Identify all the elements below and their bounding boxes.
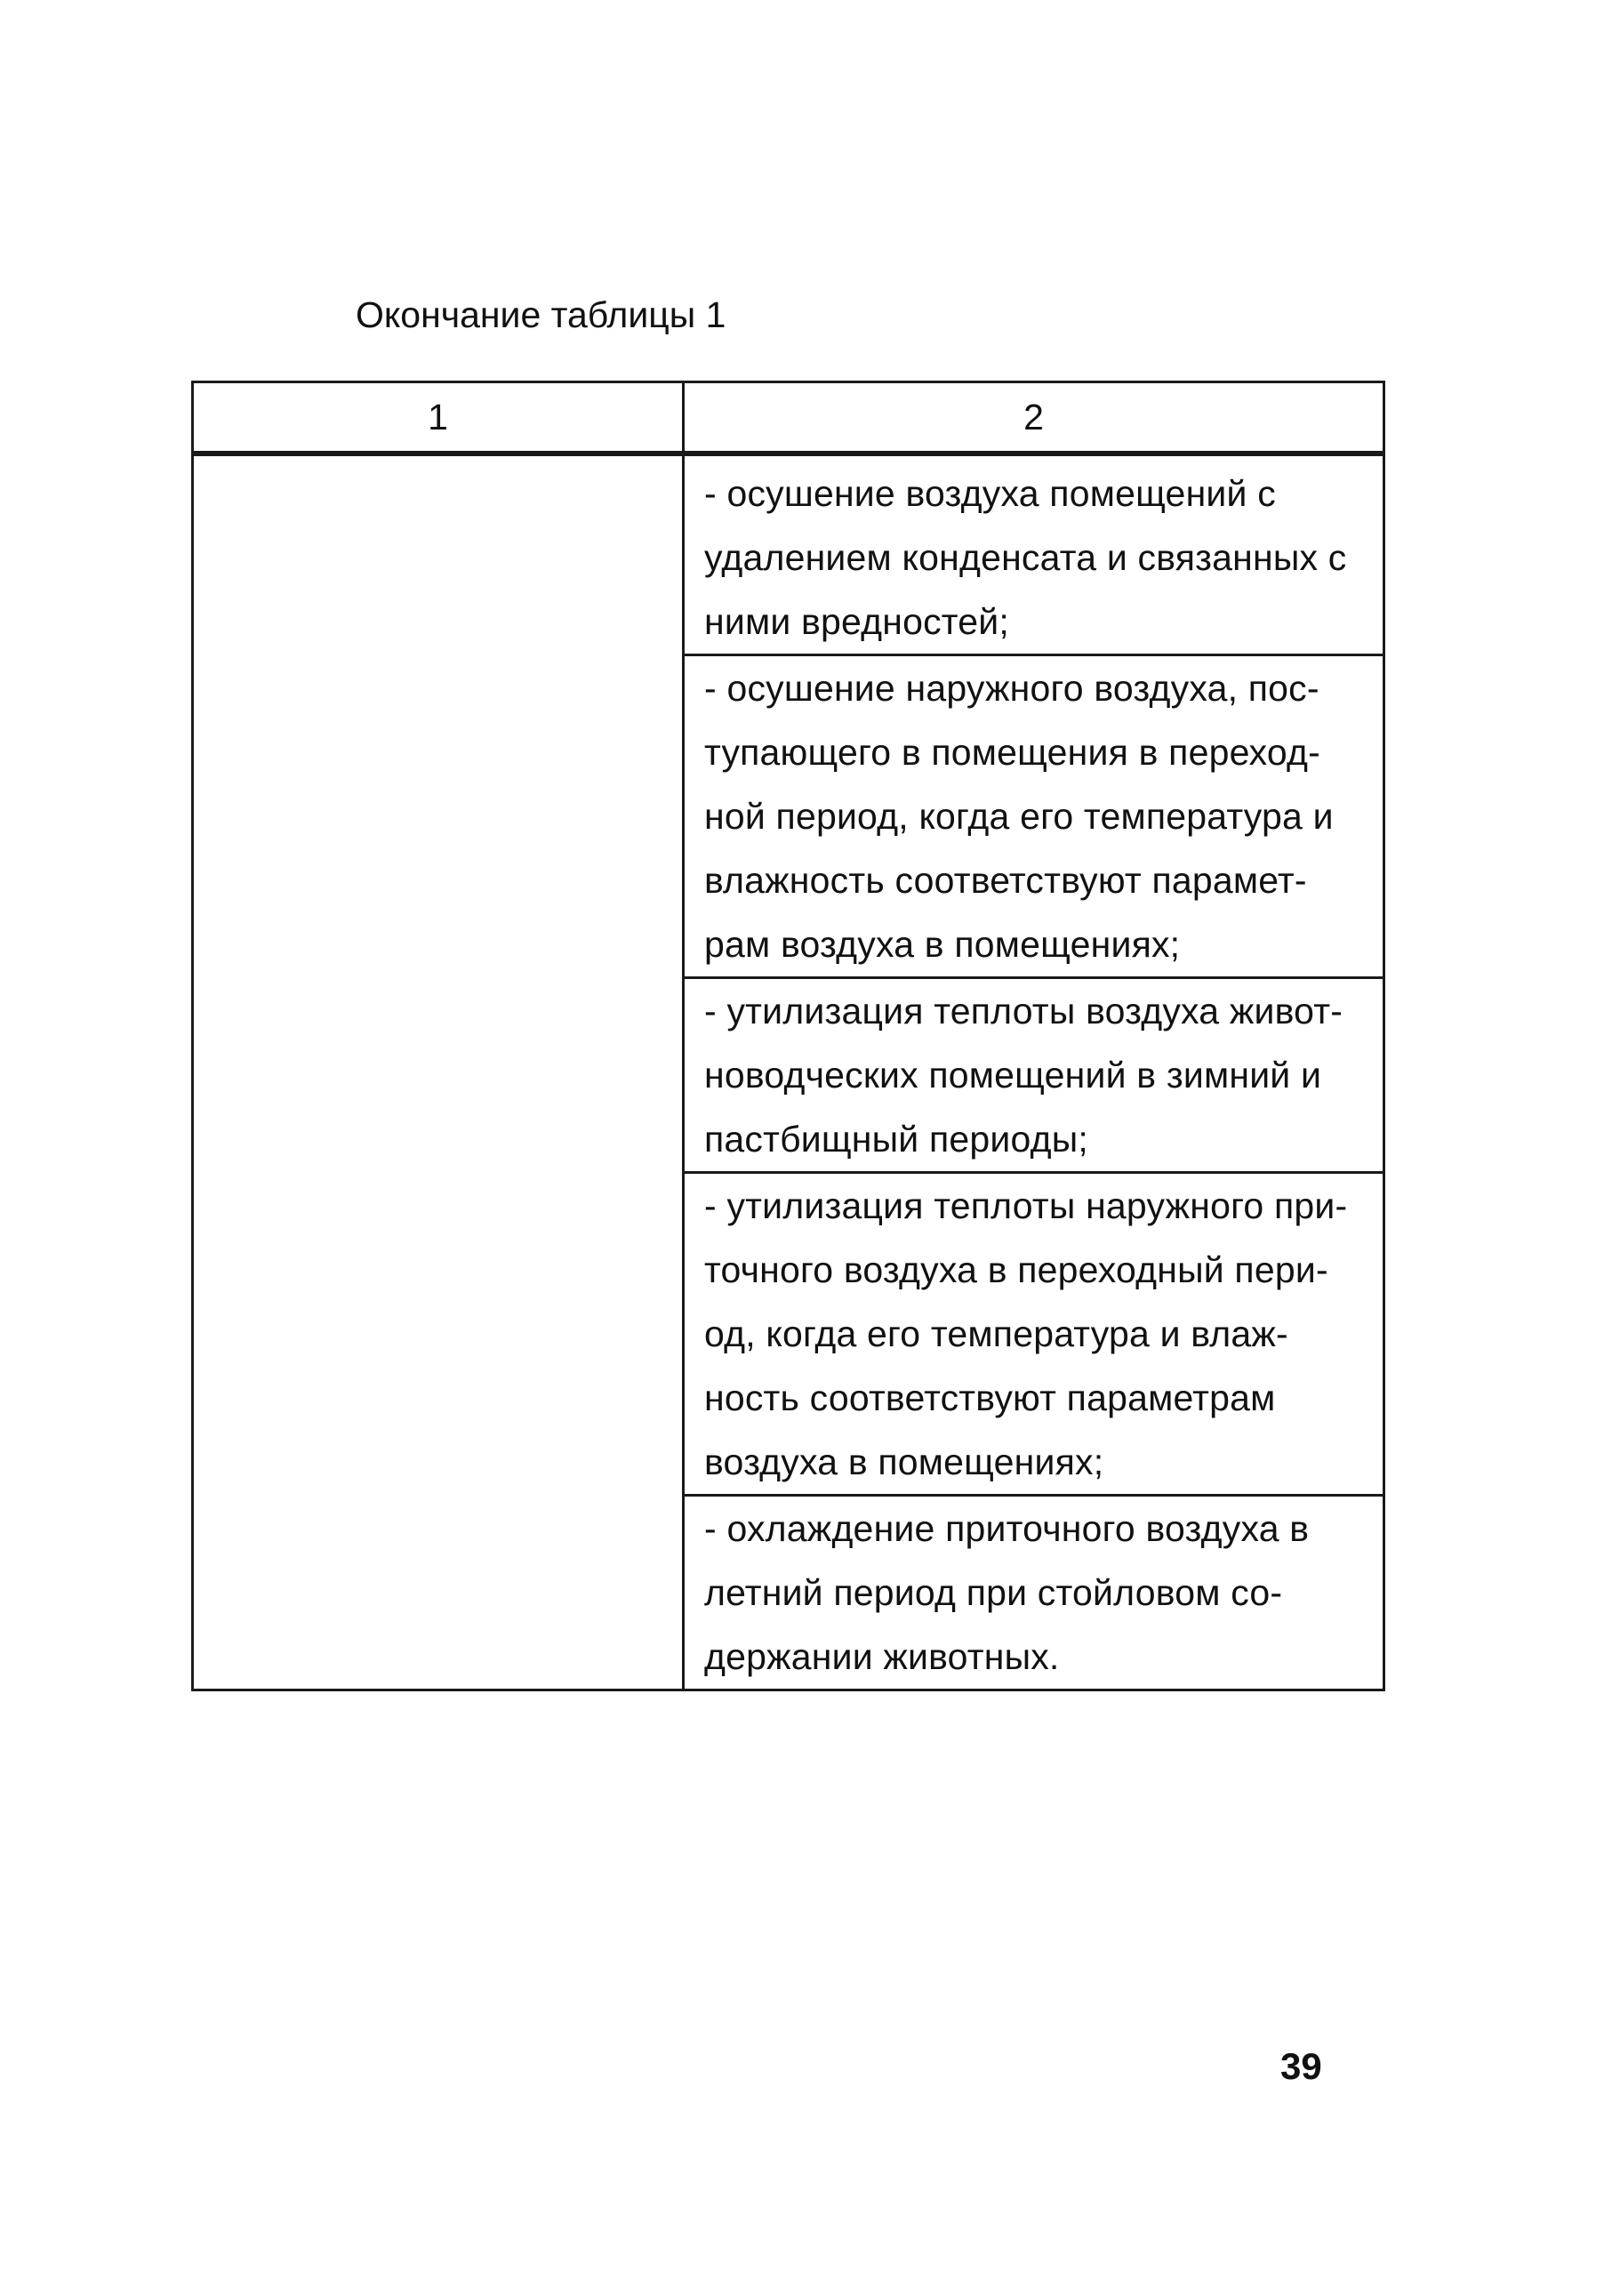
- column-header-1: 1: [193, 382, 684, 454]
- table-cell-item-1: - осушение воздуха помещений с удалением конденсата и связанных с ними вредностей;: [684, 454, 1384, 655]
- table-row: [193, 454, 1384, 655]
- table-cell-item-4: - утилизация теплоты наружного при- точного воздуха в переходный пери- од, когда его температура и влаж- ность соответствуют параметрам воздуха в помещениях;: [684, 1173, 1384, 1496]
- table-cell-item-3: - утилизация теплоты воздуха живот- новодческих помещений в зимний и пастбищный периоды;: [684, 978, 1384, 1173]
- table-header-row: [193, 382, 1384, 454]
- continuation-table: [191, 381, 1385, 1691]
- table-cell-item-5: - охлаждение приточного воздуха в летний период при стойловом со- держании животных.: [684, 1496, 1384, 1690]
- column-1-cell: [193, 454, 684, 1690]
- table-cell-item-2: - осушение наружного воздуха, пос- тупающего в помещения в переход- ной период, когда его температура и влажность соответствуют парамет- рам воздуха в помещениях;: [684, 655, 1384, 978]
- column-header-2: 2: [684, 382, 1384, 454]
- table-caption: Окончание таблицы 1: [356, 294, 726, 335]
- page-number: 39: [1280, 2045, 1322, 2087]
